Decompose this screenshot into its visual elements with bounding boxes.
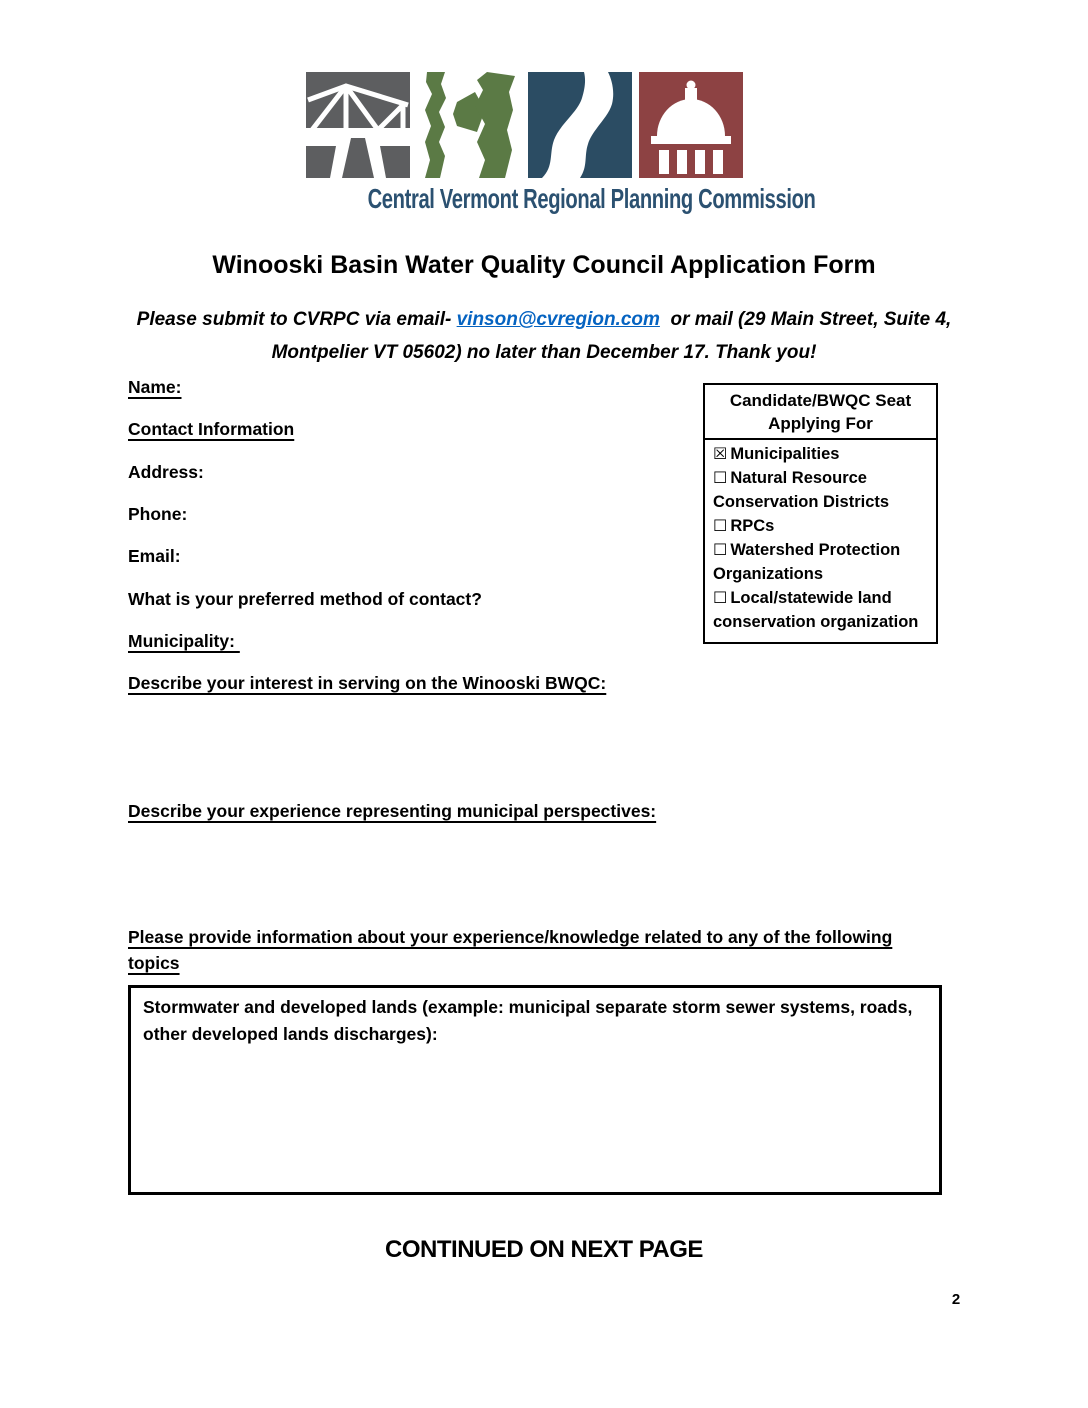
field-label-email: Email: xyxy=(128,546,181,566)
field-label-municipality: Municipality: xyxy=(128,631,240,651)
field-label-address: Address: xyxy=(128,462,204,482)
stormwater-topic-label: Stormwater and developed lands (example: municipal separate storm sewer systems, roads, other developed lands discharges): xyxy=(143,997,913,1044)
candidate-seat-options xyxy=(705,440,936,642)
seat-option-watershed-protection-organizations xyxy=(713,538,930,586)
checkbox-unchecked-icon[interactable]: ☐ xyxy=(713,540,728,559)
instructions-pre-text: Please submit to CVRPC via email- xyxy=(136,309,457,330)
seat-option-municipalities xyxy=(713,442,930,466)
page-title: Winooski Basin Water Quality Council Application Form xyxy=(212,251,876,279)
checkbox-unchecked-icon[interactable]: ☐ xyxy=(713,516,728,535)
seat-option-natural-resource-conservation-districts xyxy=(713,466,930,514)
seat-option-label: Watershed Protection Organizations xyxy=(713,541,901,583)
logo-wordmark: Central Vermont Regional Planning Commission xyxy=(367,183,816,214)
submission-instructions xyxy=(126,303,962,369)
question-interest-in-serving: Describe your interest in serving on the Winooski BWQC: xyxy=(128,673,607,693)
seat-option-label: RPCs xyxy=(730,517,775,535)
field-label-preferred-contact-method: What is your preferred method of contact? xyxy=(128,589,482,609)
vermont-state-icon xyxy=(417,72,521,178)
checkbox-unchecked-icon[interactable]: ☐ xyxy=(713,588,728,607)
capitol-dome-icon xyxy=(639,72,743,178)
email-link[interactable]: vinson@cvregion.com xyxy=(456,309,660,330)
seat-option-local-statewide-land-conservation xyxy=(713,586,930,634)
instructions-post-text: or mail (29 Main Street, Suite 4, Montpelier VT 05602) no later than December 17. Thank you! xyxy=(271,309,952,363)
seat-option-rpcs xyxy=(713,514,930,538)
page-number: 2 xyxy=(951,1291,961,1308)
continued-on-next-page-text: CONTINUED ON NEXT PAGE xyxy=(385,1236,703,1263)
question-municipal-experience: Describe your experience representing municipal perspectives: xyxy=(128,801,657,821)
candidate-seat-box-title: Candidate/BWQC Seat Applying For xyxy=(705,385,936,440)
field-label-name: Name: xyxy=(128,377,182,397)
question-experience-knowledge-topics: Please provide information about your experience/knowledge related to any of the following topics xyxy=(128,927,893,973)
field-label-contact-information: Contact Information xyxy=(128,419,295,439)
checkbox-checked-icon[interactable]: ☒ xyxy=(713,444,728,463)
seat-option-label: Municipalities xyxy=(730,445,840,463)
field-label-phone: Phone: xyxy=(128,504,188,524)
candidate-seat-box xyxy=(703,383,938,644)
seat-option-label: Local/statewide land conservation organization xyxy=(713,589,919,631)
seat-option-label: Natural Resource Conservation Districts xyxy=(713,469,890,511)
checkbox-unchecked-icon[interactable]: ☐ xyxy=(713,468,728,487)
stormwater-topic-box[interactable] xyxy=(128,985,942,1195)
logo-panels xyxy=(306,72,746,178)
bridge-icon xyxy=(306,72,410,178)
river-icon xyxy=(528,72,632,178)
cvrpc-logo xyxy=(306,72,816,215)
